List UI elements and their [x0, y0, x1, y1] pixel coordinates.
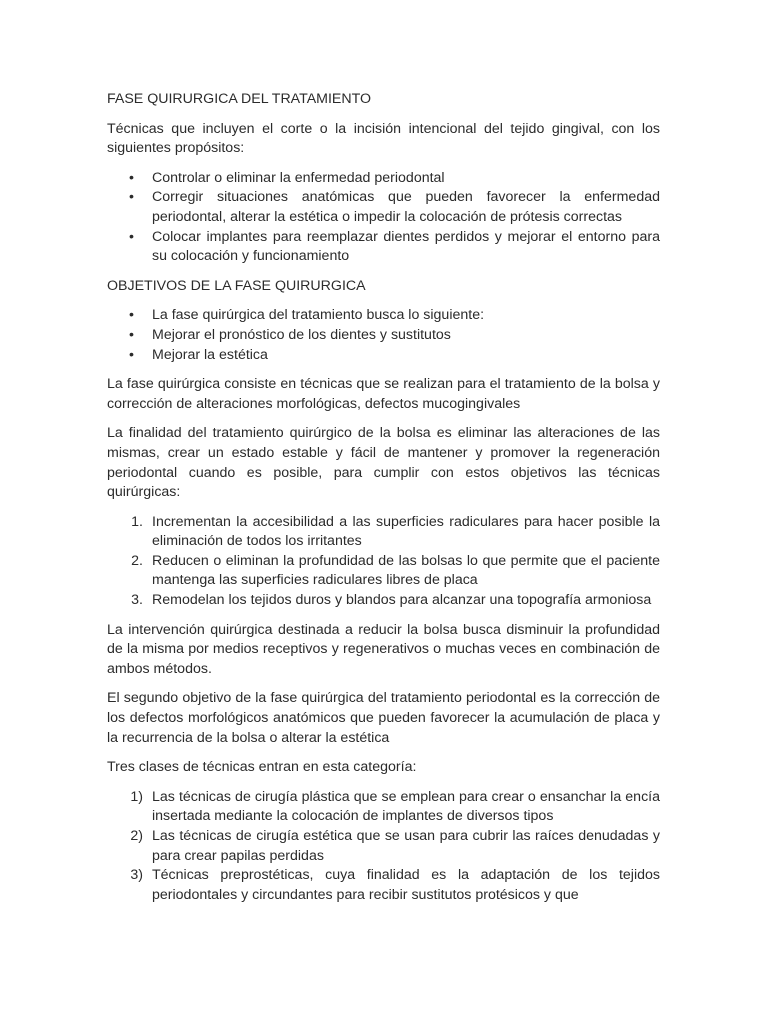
list-item [107, 552, 660, 591]
bullet-icon: • [129, 189, 134, 206]
list-number: 2. [131, 552, 143, 569]
list-item-text: Las técnicas de cirugía estética que se usan para cubrir las raíces denudadas y para crear papilas perdidas [152, 828, 660, 864]
list-number: 3) [130, 867, 143, 884]
section-title: FASE QUIRURGICA DEL TRATAMIENTO [107, 91, 372, 107]
objectives-heading: OBJETIVOS DE LA FASE QUIRURGICA [107, 277, 366, 294]
list-item-text: Mejorar el pronóstico de los dientes y sustitutos [152, 326, 451, 343]
list-item-text: Remodelan los tejidos duros y blandos para alcanzar una topografía armoniosa [152, 592, 652, 609]
bullet-icon: • [129, 307, 134, 324]
list-item [107, 513, 660, 552]
list-number: 3. [131, 592, 143, 609]
body-paragraph: Tres clases de técnicas entran en esta categoría: [107, 759, 417, 776]
list-item-text: La fase quirúrgica del tratamiento busca lo siguiente: [152, 307, 485, 324]
list-item-text: Controlar o eliminar la enfermedad periodontal [152, 169, 445, 186]
list-number: 1) [130, 788, 143, 805]
bullet-icon: • [129, 169, 134, 186]
list-item-text: Reducen o eliminan la profundidad de las bolsas lo que permite que el paciente mantenga las superficies radiculares libres de placa [152, 552, 660, 589]
list-item [107, 169, 660, 189]
intro-paragraph: Técnicas que incluyen el corte o la incisión intencional del tejido gingival, con los siguientes propósitos: [107, 120, 660, 157]
list-item [107, 591, 660, 611]
list-item-text: Mejorar la estética [152, 346, 268, 363]
techniques-list [107, 513, 660, 611]
list-item-text: Colocar implantes para reemplazar dientes perdidos y mejorar el entorno para su colocación y funcionamiento [152, 228, 660, 265]
list-item [107, 788, 660, 827]
body-paragraph: La fase quirúrgica consiste en técnicas que se realizan para el tratamiento de la bolsa y corrección de alteraciones morfológicas, defectos mucogingivales [107, 376, 660, 412]
body-paragraph: La intervención quirúrgica destinada a reducir la bolsa busca disminuir la profundidad de la misma por medios receptivos y regenerativos o muchas veces en combinación de ambos métodos. [107, 621, 660, 677]
bullet-icon: • [129, 326, 134, 343]
classes-list [107, 788, 660, 906]
list-item-text: Incrementan la accesibilidad a las superficies radiculares para hacer posible la eliminación de todos los irritantes [152, 513, 660, 550]
bullet-icon: • [129, 346, 134, 363]
list-item [107, 228, 660, 267]
bullet-icon: • [129, 228, 134, 245]
list-item-text: Técnicas preprostéticas, cuya finalidad es la adaptación de los tejidos periodontales y circundantes para recibir sustitutos protésicos y que [152, 867, 660, 903]
body-paragraph: La finalidad del tratamiento quirúrgico de la bolsa es eliminar las alteraciones de las mismas, crear un estado estable y fácil de mantener y promover la regeneración periodontal cuando es posible, para cumplir con estos objetivos las técnicas quirúrgicas: [107, 425, 660, 501]
purposes-list [107, 169, 660, 267]
list-item [107, 306, 660, 326]
list-number: 2) [130, 828, 143, 844]
objectives-list [107, 306, 660, 365]
list-item [107, 827, 660, 866]
list-item [107, 188, 660, 227]
list-item [107, 346, 660, 366]
list-item [107, 326, 660, 346]
list-item-text: Las técnicas de cirugía plástica que se emplean para crear o ensanchar la encía insertada mediante la colocación de implantes de diversos tipos [152, 788, 660, 825]
list-number: 1. [131, 513, 143, 530]
list-item-text: Corregir situaciones anatómicas que pueden favorecer la enfermedad periodontal, alterar la estética o impedir la colocación de prótesis correctas [152, 189, 660, 225]
body-paragraph: El segundo objetivo de la fase quirúrgica del tratamiento periodontal es la corrección de los defectos morfológicos anatómicos que pueden favorecer la acumulación de placa y la recurrencia de la bolsa o alterar la estética [107, 690, 660, 746]
list-item [107, 866, 660, 905]
